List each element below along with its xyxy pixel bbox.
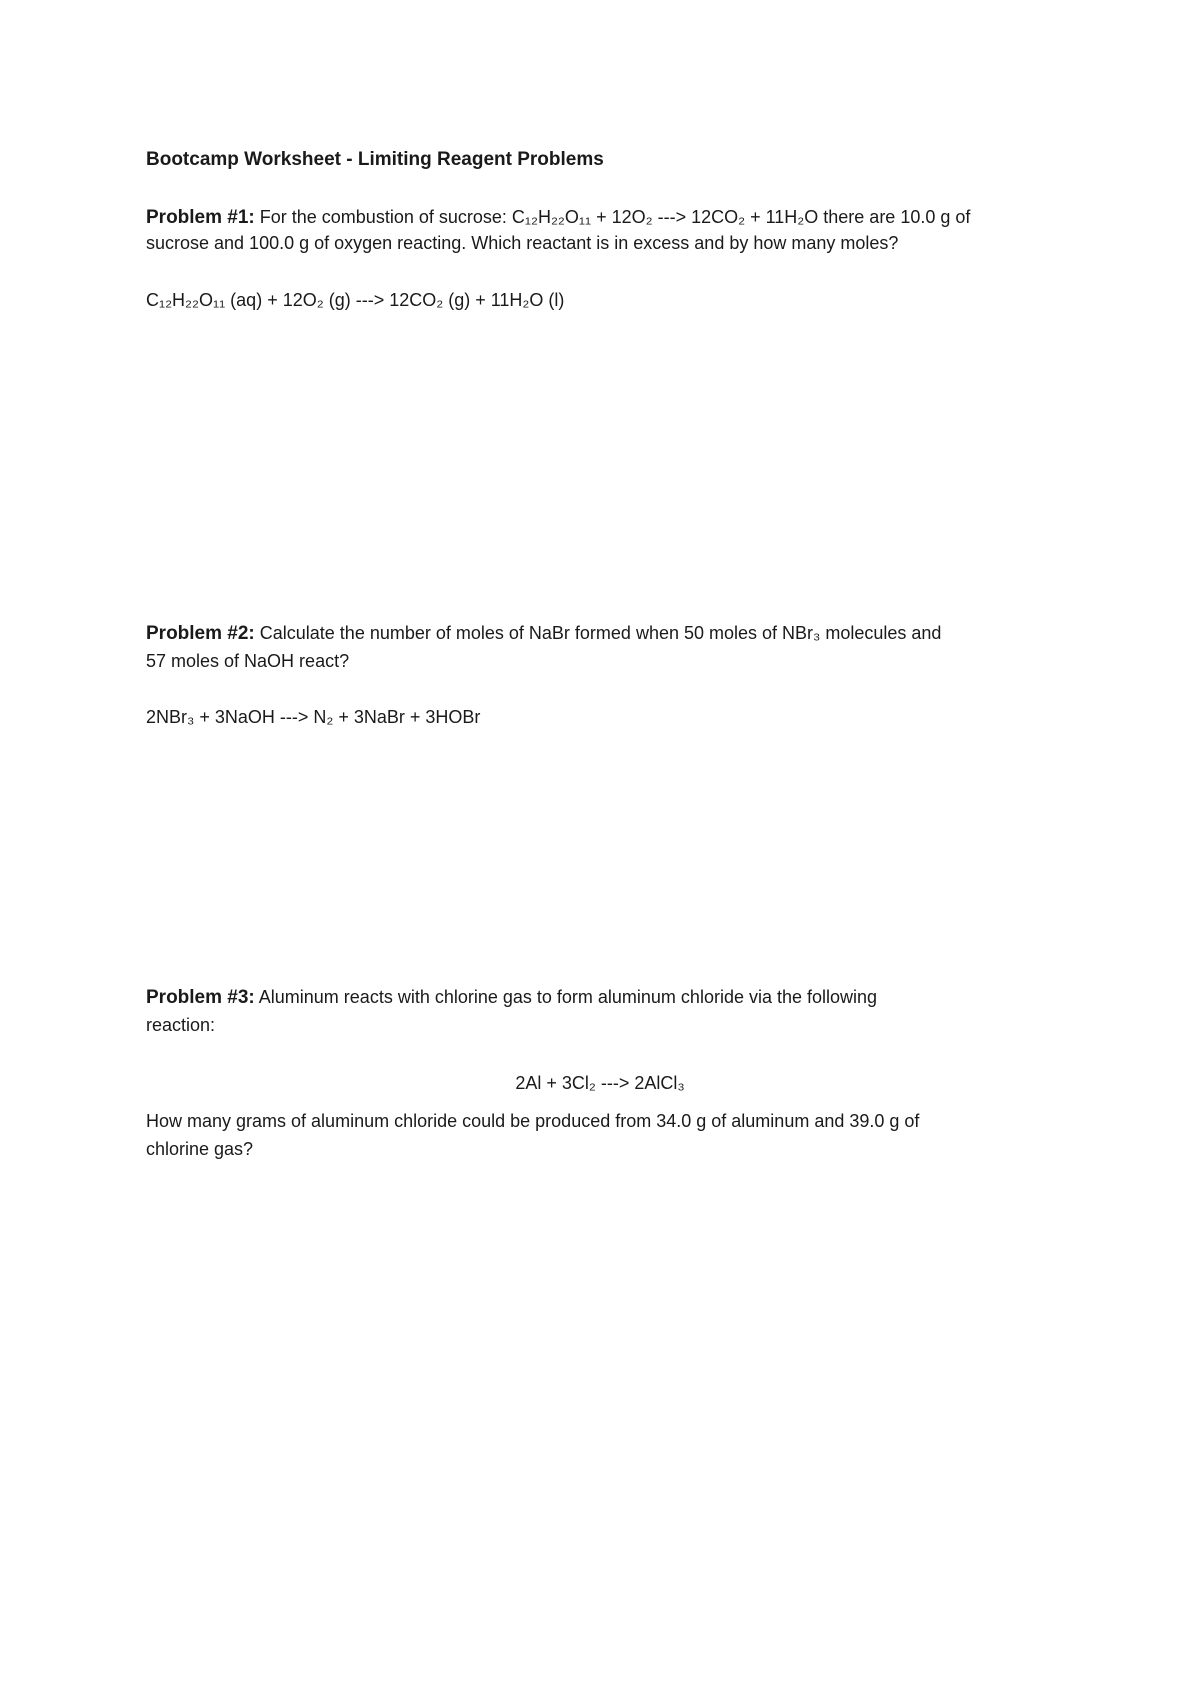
problem-3-text-1: Aluminum reacts with chlorine gas to form aluminum chloride via the following: [254, 987, 878, 1007]
problem-3-equation: 2Al + 3Cl₂ ---> 2AlCl₃: [515, 1073, 685, 1093]
problem-3-label: Problem #3:: [146, 987, 255, 1008]
problem-1-line-1: [146, 205, 970, 230]
problem-2-line-2: 57 moles of NaOH react?: [146, 651, 350, 671]
problem-2-text-1: Calculate the number of moles of NaBr formed when 50 moles of NBr₃ molecules and: [254, 623, 942, 643]
problem-1-equation: C₁₂H₂₂O₁₁ (aq) + 12O₂ (g) ---> 12CO₂ (g) + 11H₂O (l): [146, 290, 565, 310]
problem-1-line-2: sucrose and 100.0 g of oxygen reacting. Which reactant is in excess and by how many moles?: [146, 233, 899, 253]
problem-3-line-1: [146, 985, 877, 1010]
problem-3-line-3: How many grams of aluminum chloride could be produced from 34.0 g of aluminum and 39.0 g of: [146, 1111, 920, 1131]
problem-3-line-2: reaction:: [146, 1015, 216, 1035]
problem-2-label: Problem #2:: [146, 623, 255, 644]
problem-1-text-1: For the combustion of sucrose: C₁₂H₂₂O₁₁ + 12O₂ ---> 12CO₂ + 11H₂O there are 10.0 g of: [254, 207, 971, 227]
worksheet-title: Bootcamp Worksheet - Limiting Reagent Problems: [146, 149, 604, 170]
problem-1-label: Problem #1:: [146, 207, 255, 228]
problem-3-line-4: chlorine gas?: [146, 1139, 254, 1159]
problem-2-line-1: [146, 621, 941, 646]
problem-2-equation: 2NBr₃ + 3NaOH ---> N₂ + 3NaBr + 3HOBr: [146, 707, 481, 727]
